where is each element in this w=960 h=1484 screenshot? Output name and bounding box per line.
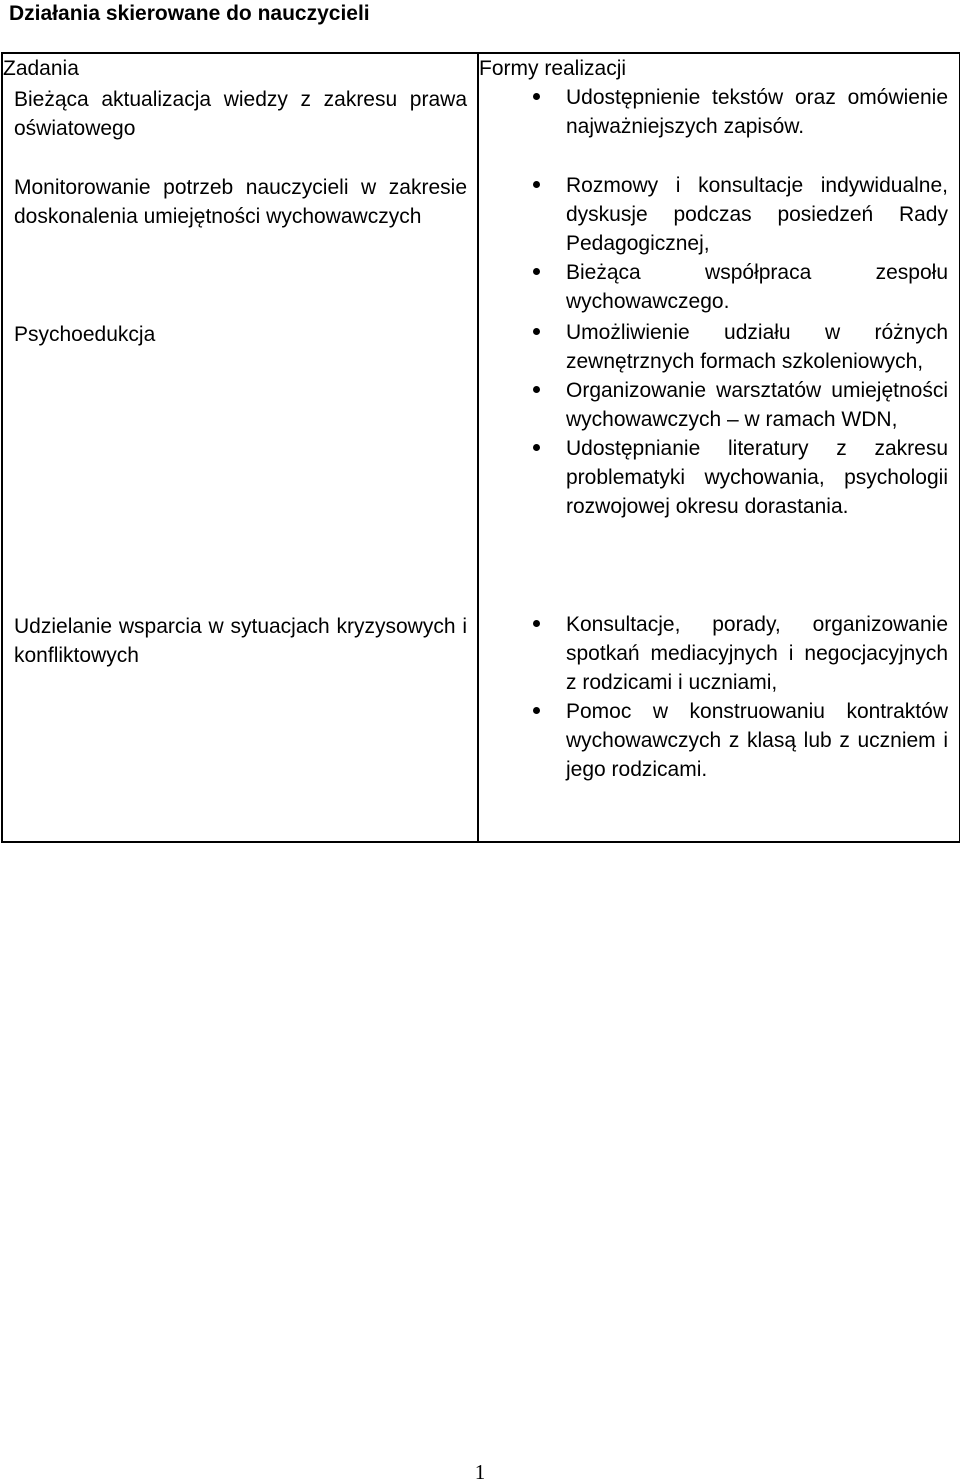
task-text: Bieżąca aktualizacja wiedzy z zakresu prawa oświatowego	[14, 88, 467, 140]
form-item-text: Konsultacje, porady, organizowanie spotkań mediacyjnych i negocjacyjnych z rodzicami i uczniami,	[566, 613, 948, 694]
bullet-icon	[529, 83, 543, 112]
task-text: Udzielanie wsparcia w sytuacjach kryzysowych i konfliktowych	[14, 615, 467, 667]
forms-list	[479, 610, 959, 784]
actions-table	[1, 52, 960, 843]
task-cell	[2, 318, 478, 610]
task-text: Psychoedukcja	[14, 323, 156, 346]
bullet-icon	[529, 434, 543, 463]
form-item-text: Bieżąca współpraca zespołu wychowawczego.	[566, 261, 948, 313]
forms-list	[479, 171, 959, 316]
list-item	[479, 83, 959, 141]
task-cell	[2, 171, 478, 318]
page-number: 1	[474, 1460, 486, 1484]
table-row	[2, 318, 960, 610]
forms-cell	[478, 318, 960, 610]
list-item	[479, 610, 959, 697]
table-row	[2, 83, 960, 171]
form-item-text: Organizowanie warsztatów umiejętności wychowawczych – w ramach WDN,	[566, 379, 948, 431]
forms-list	[479, 83, 959, 141]
tasks-column-header: Zadania	[2, 53, 478, 83]
form-item-text: Pomoc w konstruowaniu kontraktów wychowawczych z klasą lub z uczniem i jego rodzicami.	[566, 700, 948, 781]
list-item	[479, 434, 959, 521]
forms-column-header: Formy realizacji	[478, 53, 960, 83]
form-item-text: Udostępnianie literatury z zakresu problematyki wychowania, psychologii rozwojowej okresu dorastania.	[566, 437, 948, 518]
page-heading: Działania skierowane do nauczycieli	[9, 2, 370, 25]
form-item-text: Udostępnienie tekstów oraz omówienie najważniejszych zapisów.	[566, 86, 948, 138]
list-item	[479, 697, 959, 784]
table-row	[2, 610, 960, 842]
form-item-text: Rozmowy i konsultacje indywidualne, dyskusje podczas posiedzeń Rady Pedagogicznej,	[566, 174, 948, 255]
task-cell	[2, 83, 478, 171]
forms-list	[479, 318, 959, 521]
bullet-icon	[529, 697, 543, 726]
table-header-row	[2, 53, 960, 83]
task-cell	[2, 610, 478, 842]
bullet-icon	[529, 318, 543, 347]
forms-cell	[478, 83, 960, 171]
task-text: Monitorowanie potrzeb nauczycieli w zakresie doskonalenia umiejętności wychowawczych	[14, 176, 467, 228]
list-item	[479, 258, 959, 316]
bullet-icon	[529, 258, 543, 287]
list-item	[479, 376, 959, 434]
bullet-icon	[529, 376, 543, 405]
forms-cell	[478, 171, 960, 318]
bullet-icon	[529, 610, 543, 639]
form-item-text: Umożliwienie udziału w różnych zewnętrznych formach szkoleniowych,	[566, 321, 948, 373]
table-row	[2, 171, 960, 318]
list-item	[479, 171, 959, 258]
list-item	[479, 318, 959, 376]
forms-cell	[478, 610, 960, 842]
bullet-icon	[529, 171, 543, 200]
